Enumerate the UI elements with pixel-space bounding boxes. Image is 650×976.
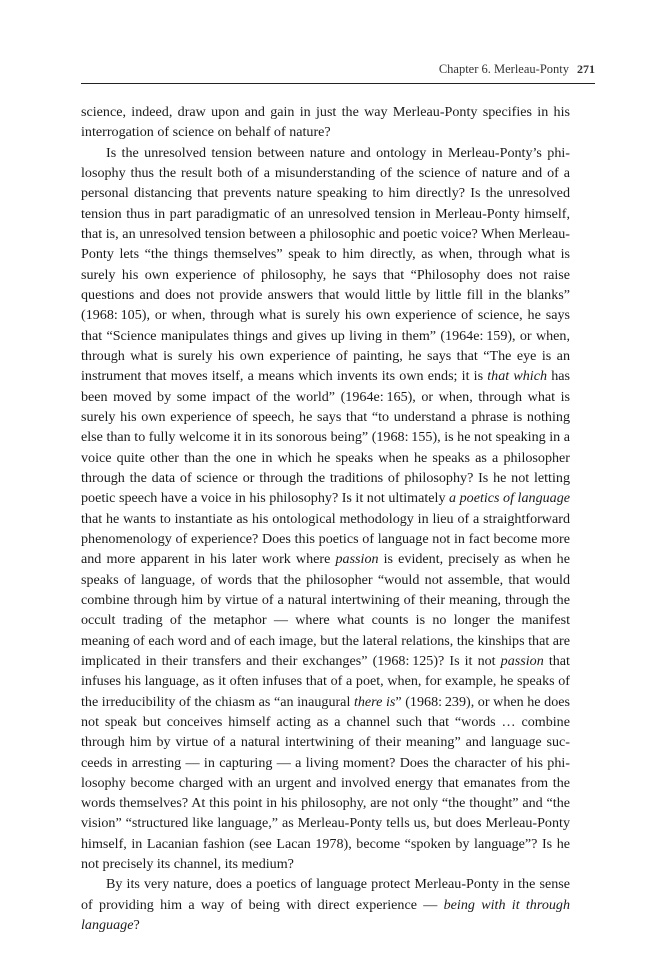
- text-run: By its very nature, does a poetics of language protect Merleau-Ponty in the sense of providing him a way of being with direct experience —: [81, 876, 570, 913]
- paragraph-poetics: [81, 874, 570, 935]
- page-number: 271: [577, 62, 595, 76]
- body-text: [81, 102, 570, 935]
- text-run: ” (1968: 239), or when he does not speak but conceives himself acting as a channel such that “words … combine through him by virtue of a natural intertwining of their meaning” and language succeeds in arresting — in capturing — a living moment? Does the character of his philosophy become charged with an urgent and involved energy that emanates from the words themselves? At this point in his philosophy, are not only “the thought” and “the vision” “structured like language,” as Merleau-Ponty tells us, but does Merleau-Ponty himself, in Lacanian fashion (see Lacan 1978), become “spoken by language”? Is he not precisely its channel, its medium?: [81, 693, 570, 873]
- italic-emphasis: passion: [500, 652, 544, 669]
- italic-emphasis: passion: [335, 551, 379, 568]
- italic-emphasis: there is: [353, 693, 396, 710]
- chapter-title: Chapter 6. Merleau-Ponty: [438, 62, 569, 76]
- text-run: that infuses his language, as it often infuses that of a poet, when, for example, he speaks of the irreducibility of the chiasm as “an inaugural: [81, 652, 570, 710]
- text-run: science, indeed, draw upon and gain in just the way Merleau-Ponty specifies in his interrogation of science on behalf of nature?: [81, 104, 570, 141]
- italic-emphasis: that which: [487, 368, 548, 385]
- text-run: that he wants to instantiate as his ontological methodology in lieu of a straightforward phenomenology of experience? Does this poetics of language not in fact become more and more apparent in his later work where: [81, 510, 570, 568]
- italic-emphasis: being with it through language: [81, 896, 571, 934]
- text-run: ?: [133, 917, 140, 934]
- running-header: [81, 62, 595, 82]
- paragraph-tension: [81, 143, 570, 875]
- italic-emphasis: a poetics of language: [449, 490, 571, 507]
- text-run: is evident, precisely as when he speaks of language, of words that the philosopher “would not assemble, that would combine through him by virtue of a natural intertwining of their meaning, through the occult trading of the metaphor — where what counts is no longer the manifest meaning of each word and of each image, but the lateral relations, the kinships that are implicated in their transfers and their exchanges” (1968: 125)? Is it not: [81, 551, 570, 669]
- text-run: Is the unresolved tension between nature and ontology in Merleau-Ponty’s philosophy thus the result both of a misunderstanding of the science of nature and of a personal distancing that prevents nature speaking to him directly? Is the unresolved tension thus in part paradigmatic of an unresolved tension in Merleau-Ponty himself, that is, an unresolved tension between a philosophic and poetic voice? When Merleau-Ponty lets “the things themselves” speak to him directly, as when, through what is surely his own experience of philosophy, he says that “Philosophy does not raise questions and does not provide answers that would little by little fill in the blanks” (1968: 105), or when, through what is surely his own experience of science, he says that “Science manipulates things and gives up living in them” (1964e: 159), or when, through what is surely his own experience of painting, he says that “The eye is an instrument that moves itself, a means which invents its own ends; it is: [81, 144, 570, 385]
- header-rule: [81, 83, 595, 84]
- paragraph-continuation: [81, 102, 570, 143]
- text-run: has been moved by some impact of the world” (1964e: 165), or when, through what is surely his own experience of speech, he says that “to understand a phrase is nothing else than to fully welcome it in its sonorous being” (1968: 155), is he not speaking in a voice quite other than the one in which he speaks when he speaks as a philosopher through the data of science or through the traditions of philosophy? Is he not letting poetic speech have a voice in his philosophy? Is it not ultimately: [81, 368, 570, 507]
